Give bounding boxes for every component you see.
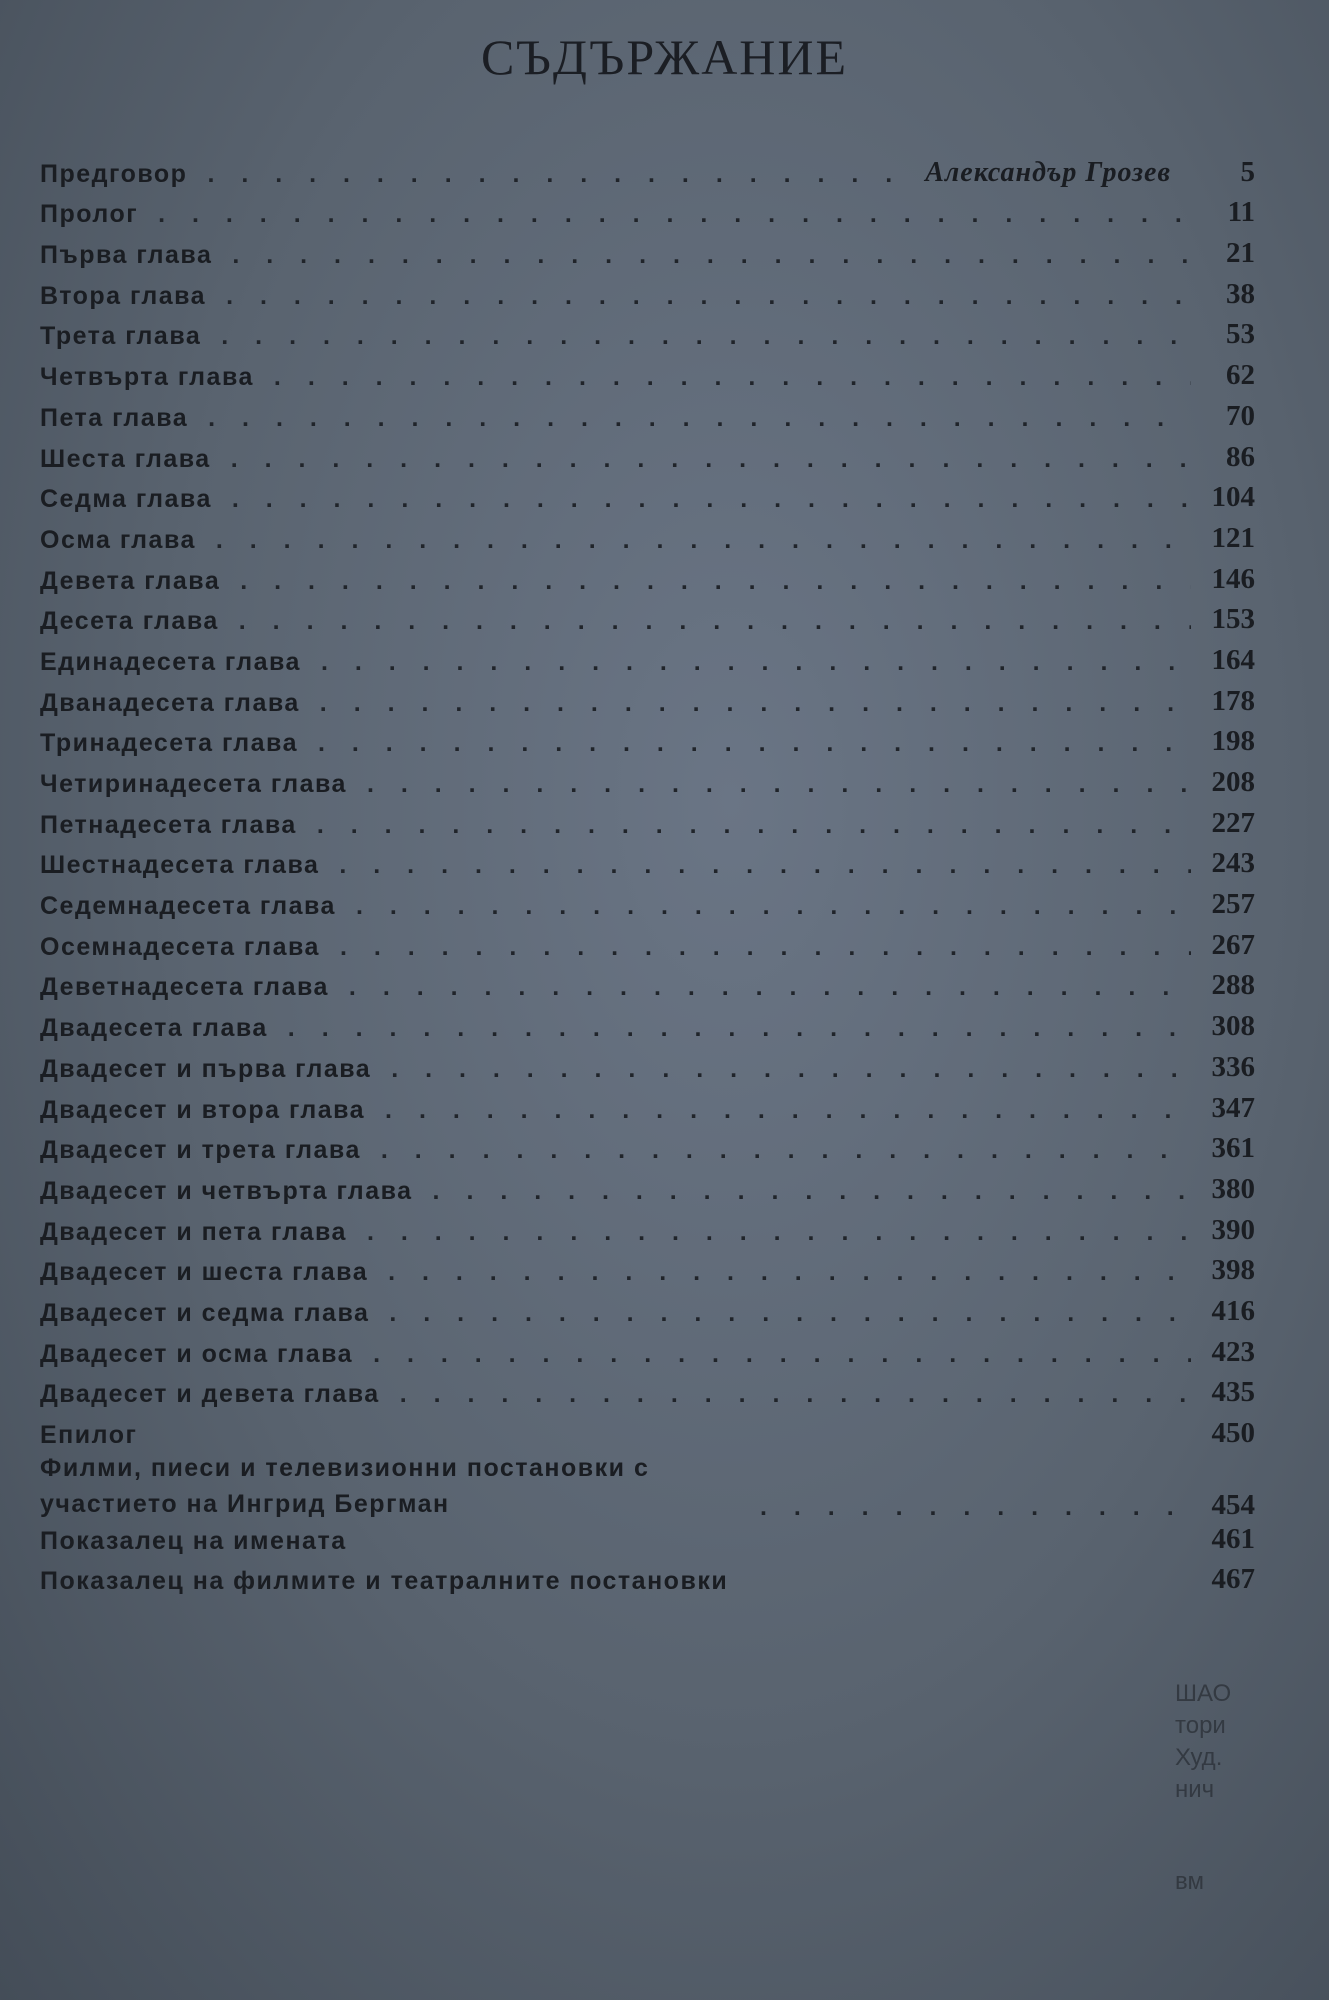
stamp-line: ШАО — [1175, 1680, 1232, 1707]
toc-entry-page: 336 — [1211, 1050, 1255, 1083]
toc-row — [40, 1450, 1255, 1522]
toc-entry-label: Епилог — [40, 1421, 138, 1449]
toc-leader-dots — [218, 485, 1191, 514]
toc-entry-label: Петнадесета глава — [40, 810, 297, 839]
toc-row — [40, 311, 1255, 352]
toc-entry-label: Двадесет и седма глава — [40, 1298, 370, 1327]
toc-entry-page: 146 — [1211, 562, 1255, 595]
toc-leader-dots — [193, 160, 915, 189]
toc-row — [40, 1043, 1255, 1084]
toc-entry-page: 227 — [1211, 806, 1255, 839]
toc-entry-label: Пролог — [40, 200, 139, 229]
toc-row — [40, 270, 1255, 311]
toc-entry-author: Александър Грозев — [925, 156, 1171, 188]
table-of-contents — [40, 148, 1255, 1596]
toc-entry-page: 267 — [1211, 928, 1255, 961]
toc-entry-page: 198 — [1211, 725, 1255, 758]
toc-entry-label: Тринадесета глава — [40, 729, 298, 758]
toc-entry-page: 243 — [1211, 847, 1255, 880]
toc-entry-label: Двадесет и първа глава — [40, 1054, 372, 1083]
toc-entry-page: 38 — [1226, 277, 1255, 310]
toc-row — [40, 677, 1255, 718]
toc-leader-dots — [359, 1340, 1191, 1369]
toc-entry-label: Предговор — [40, 159, 188, 188]
toc-row — [40, 1165, 1255, 1206]
toc-row — [40, 555, 1255, 596]
toc-entry-page: 5 — [1240, 155, 1255, 188]
toc-entry-label: Осемнадесета глава — [40, 932, 320, 961]
toc-leader-dots — [325, 851, 1191, 880]
toc-row — [40, 799, 1255, 840]
toc-leader-dots — [218, 241, 1191, 270]
toc-entry-label: Девета глава — [40, 566, 221, 595]
toc-leader-dots — [225, 607, 1191, 636]
toc-entry-page: 380 — [1211, 1172, 1255, 1205]
toc-row — [40, 596, 1255, 637]
toc-leader-dots — [202, 526, 1191, 555]
toc-leader-dots — [144, 200, 1191, 229]
toc-row — [40, 433, 1255, 474]
toc-entry-page: 467 — [1211, 1563, 1255, 1595]
toc-entry-page: 257 — [1211, 888, 1255, 921]
toc-entry-label: Дванадесета глава — [40, 688, 300, 717]
toc-leader-dots — [274, 1014, 1191, 1043]
toc-entry-page: 347 — [1211, 1091, 1255, 1124]
toc-entry-label: Двадесет и трета глава — [40, 1136, 361, 1165]
toc-entry-label: Двадесет и девета глава — [40, 1380, 380, 1409]
toc-entry-page: 288 — [1211, 969, 1255, 1002]
toc-row — [40, 474, 1255, 515]
toc-leader-dots — [217, 445, 1191, 474]
toc-row — [40, 1206, 1255, 1247]
toc-leader-dots — [419, 1177, 1191, 1206]
toc-entry-label: Втора глава — [40, 281, 207, 310]
toc-leader-dots — [307, 648, 1191, 677]
toc-row — [40, 758, 1255, 799]
toc-leader-dots — [226, 567, 1191, 596]
toc-leader-dots — [367, 1136, 1191, 1165]
toc-leader-dots — [377, 1055, 1191, 1084]
toc-leader-dots — [304, 729, 1191, 758]
toc-entry-label: Показалец на имената — [40, 1527, 347, 1555]
toc-entry-page: 86 — [1226, 440, 1255, 473]
toc-row — [40, 1002, 1255, 1043]
toc-entry-label: Пета глава — [40, 403, 189, 432]
stamp-line: Худ. — [1175, 1744, 1223, 1771]
toc-entry-page: 454 — [1211, 1489, 1255, 1521]
toc-leader-dots — [342, 892, 1191, 921]
toc-entry-label: Двадесет и шеста глава — [40, 1258, 369, 1287]
toc-row — [40, 921, 1255, 962]
toc-leader-dots — [303, 811, 1191, 840]
toc-entry-label: Показалец на филмите и театралните постановки — [40, 1567, 729, 1595]
toc-row — [40, 1556, 1255, 1596]
toc-entry-label: Четвърта глава — [40, 363, 254, 392]
toc-entry-page: 104 — [1211, 481, 1255, 514]
toc-leader-dots — [353, 1218, 1191, 1247]
toc-entry-label: Шеста глава — [40, 444, 211, 473]
toc-entry-page: 390 — [1211, 1213, 1255, 1246]
toc-row — [40, 1287, 1255, 1328]
toc-entry-page: 11 — [1227, 196, 1255, 229]
toc-entry-label: Единадесета глава — [40, 647, 301, 676]
toc-entry-page: 121 — [1211, 521, 1255, 554]
toc-row — [40, 1247, 1255, 1288]
toc-leader-dots — [212, 282, 1191, 311]
toc-entry-label: Десета глава — [40, 607, 219, 636]
toc-entry-page: 70 — [1226, 399, 1255, 432]
toc-entry-label: Четиринадесета глава — [40, 770, 347, 798]
toc-leader-dots — [353, 770, 1191, 799]
toc-entry-label: Филми, пиеси и телевизионни постановки с участието на Ингрид Бергман — [40, 1454, 650, 1518]
toc-entry-page: 62 — [1226, 359, 1255, 392]
toc-row-preface — [40, 148, 1255, 189]
toc-entry-page: 308 — [1211, 1010, 1255, 1043]
toc-row — [40, 1369, 1255, 1410]
toc-leader-dots — [260, 363, 1191, 392]
toc-leader-dots — [194, 404, 1191, 433]
toc-entry-label: Трета глава — [40, 322, 202, 351]
toc-entry-label: Седма глава — [40, 485, 212, 514]
toc-entry-label: Двадесет и пета глава — [40, 1217, 347, 1246]
stamp-line: нич — [1175, 1776, 1215, 1803]
toc-entry-page: 208 — [1211, 766, 1255, 798]
toc-entry-page: 153 — [1211, 603, 1255, 636]
toc-leader-dots — [306, 689, 1191, 718]
library-stamp — [1175, 1678, 1255, 1898]
toc-row — [40, 392, 1255, 433]
toc-entry-page: 435 — [1211, 1376, 1255, 1409]
toc-leader-dots — [326, 933, 1191, 962]
toc-entry-page: 416 — [1211, 1294, 1255, 1327]
toc-entry-label: Деветнадесета глава — [40, 973, 329, 1002]
toc-row — [40, 1084, 1255, 1125]
toc-entry-label: Двадесет и четвърта глава — [40, 1176, 413, 1205]
stamp-line: тори — [1175, 1712, 1226, 1739]
toc-row — [40, 880, 1255, 921]
toc-entry-page: 423 — [1211, 1335, 1255, 1368]
toc-entry-page: 398 — [1211, 1254, 1255, 1287]
toc-entry-page: 461 — [1211, 1523, 1255, 1555]
toc-row — [40, 351, 1255, 392]
toc-row — [40, 962, 1255, 1003]
toc-leader-dots — [374, 1258, 1191, 1287]
toc-row — [40, 636, 1255, 677]
stamp-line: вм — [1175, 1868, 1204, 1895]
page-title: СЪДЪРЖАНИЕ — [480, 29, 849, 85]
toc-row — [40, 189, 1255, 230]
toc-entry-label: Двадесета глава — [40, 1014, 268, 1043]
toc-leader-dots — [386, 1380, 1191, 1409]
toc-entry-page: 178 — [1211, 684, 1255, 717]
toc-entry-label: Седемнадесета глава — [40, 892, 336, 921]
toc-entry-page: 21 — [1226, 237, 1255, 270]
toc-row — [40, 229, 1255, 270]
toc-entry-label: Шестнадесета глава — [40, 851, 320, 880]
toc-entry-label: Първа глава — [40, 241, 213, 270]
toc-leader-dots — [375, 1299, 1191, 1328]
toc-entry-label: Осма глава — [40, 525, 196, 554]
toc-entry-label: Двадесет и осма глава — [40, 1339, 354, 1368]
toc-entry-page: 53 — [1226, 318, 1255, 351]
toc-row — [40, 718, 1255, 759]
toc-leader-dots — [371, 1096, 1191, 1125]
toc-row — [40, 840, 1255, 881]
toc-row — [40, 1125, 1255, 1166]
toc-row — [40, 514, 1255, 555]
toc-leader-dots — [335, 973, 1191, 1002]
toc-row — [40, 1409, 1255, 1450]
toc-row — [40, 1522, 1255, 1556]
toc-leader-dots — [207, 322, 1191, 351]
toc-entry-page: 361 — [1211, 1132, 1255, 1165]
toc-entry-page: 164 — [1211, 643, 1255, 676]
toc-row — [40, 1328, 1255, 1369]
toc-entry-page: 450 — [1211, 1417, 1255, 1449]
toc-leader-dots — [746, 1493, 1191, 1522]
toc-entry-label: Двадесет и втора глава — [40, 1095, 366, 1124]
